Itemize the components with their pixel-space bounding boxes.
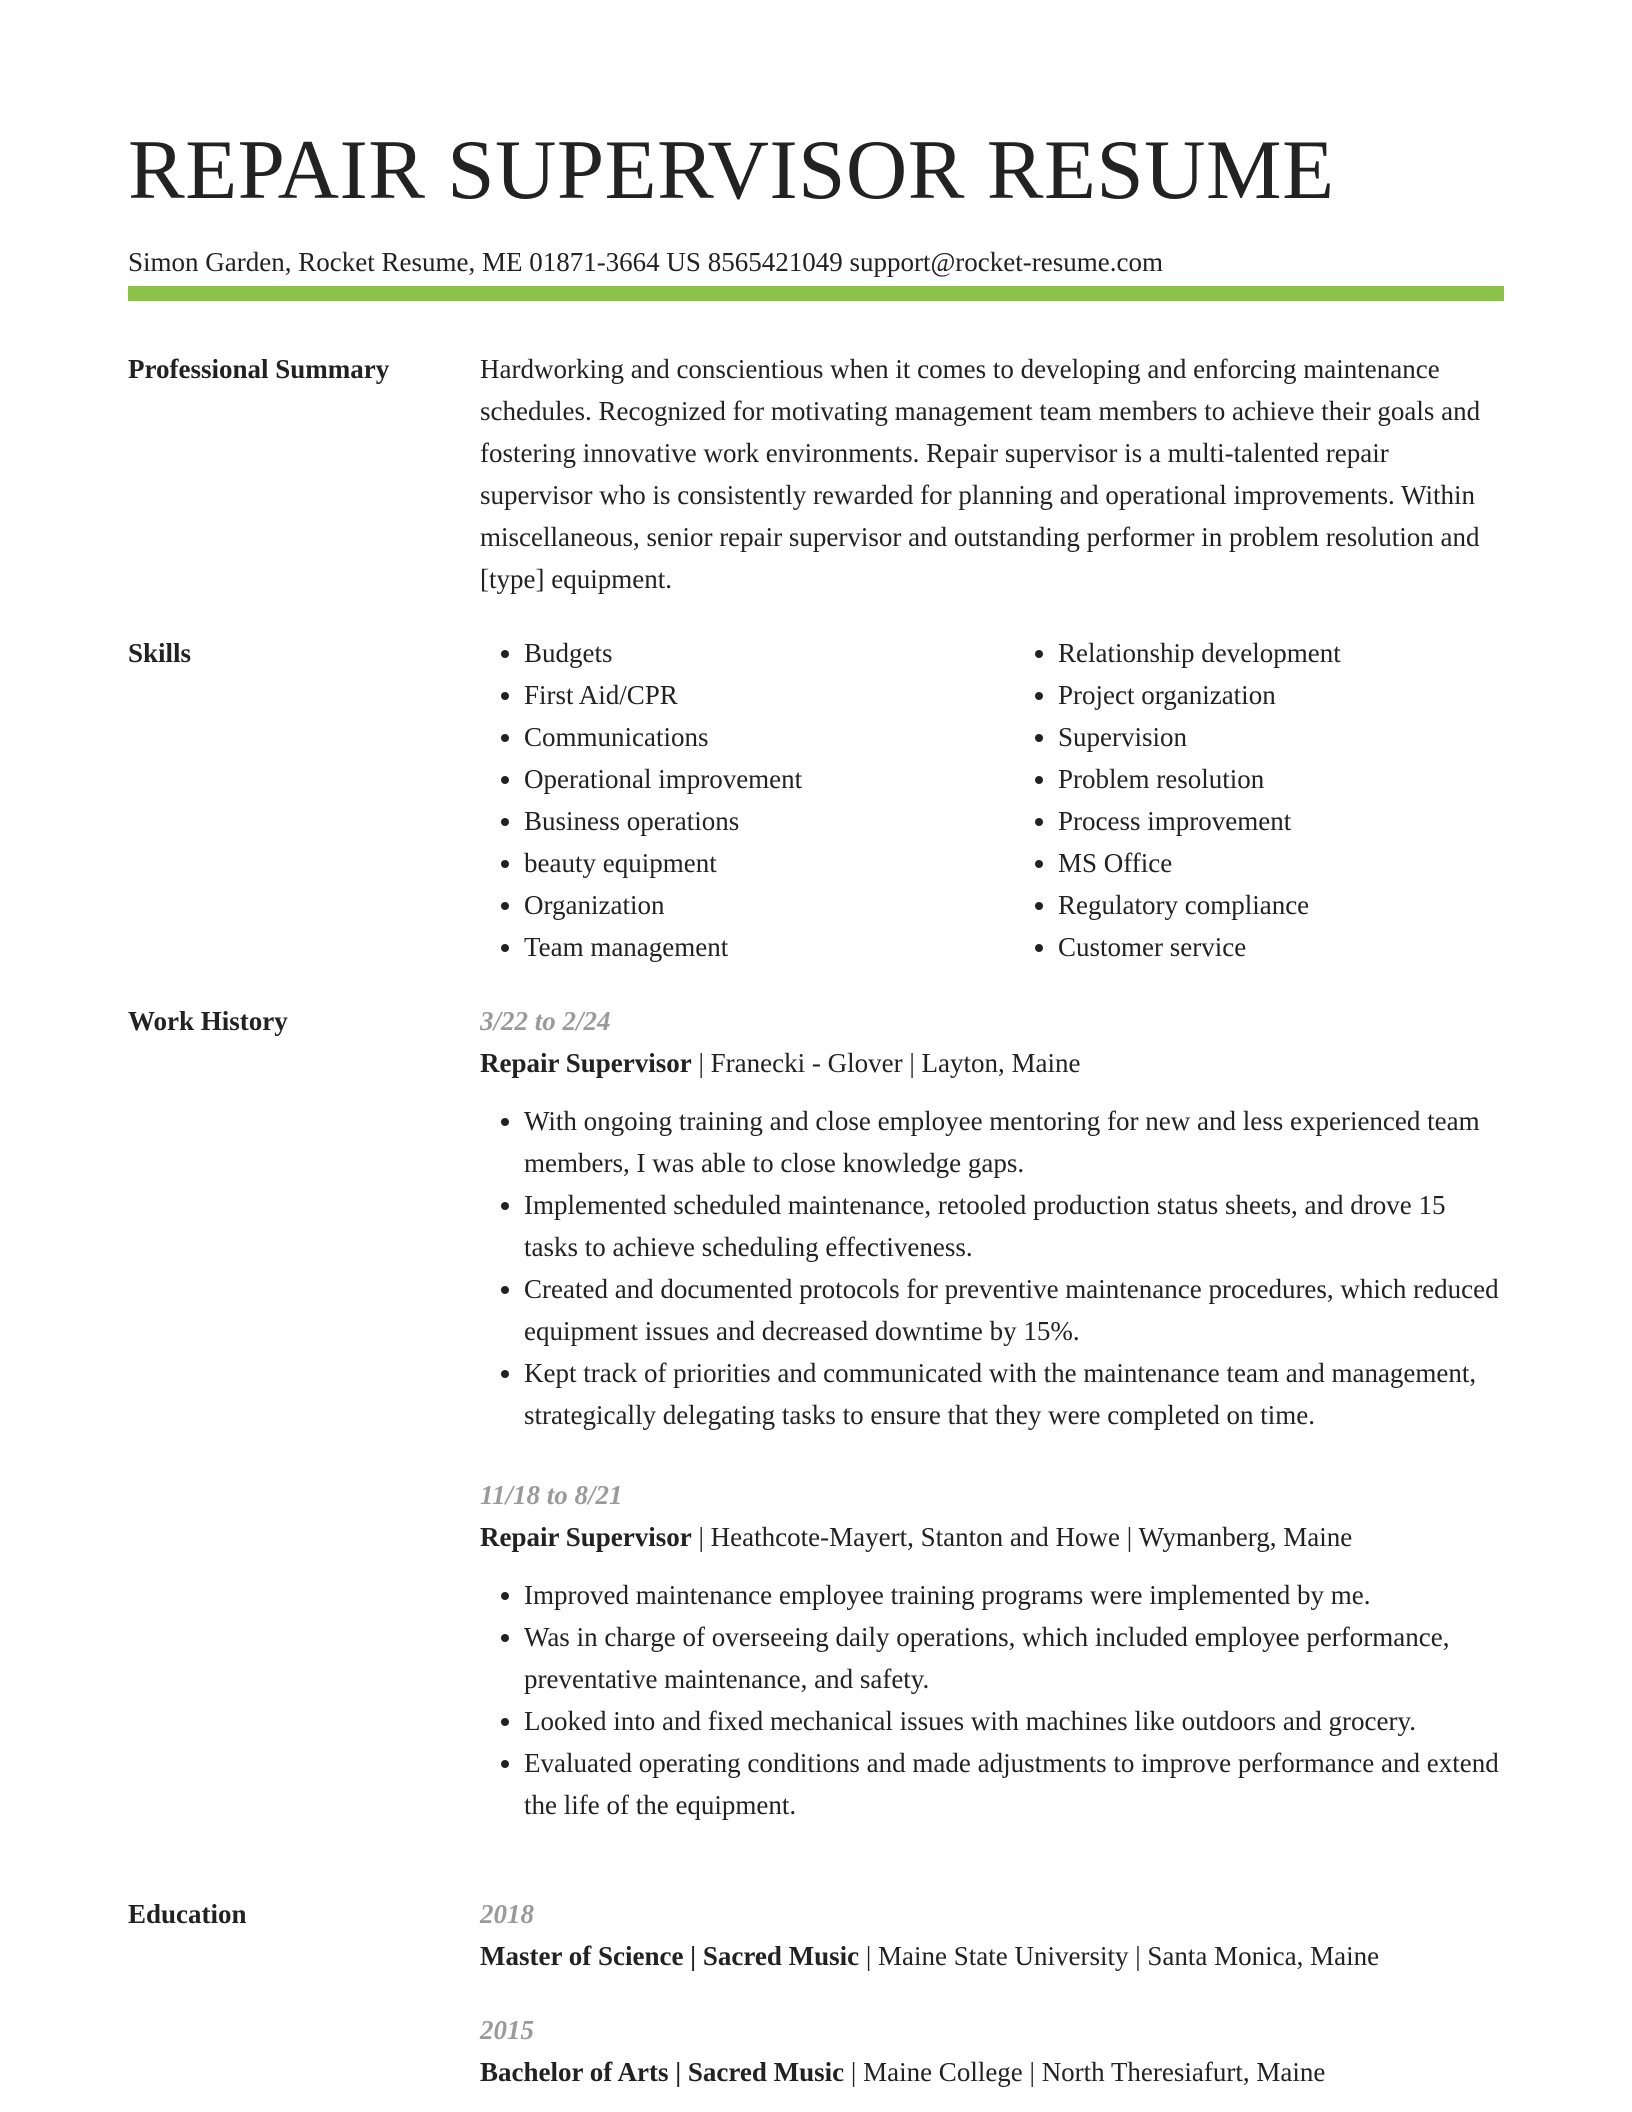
job-bullet: • Kept track of priorities and communicated with the maintenance team and management, strategically delegating tasks to ensure that they were completed on time. (524, 1352, 1504, 1436)
skill-item: • Problem resolution (1058, 758, 1504, 800)
work-history-content (480, 1000, 1504, 1826)
job-title: Repair Supervisor (480, 1522, 692, 1552)
education-line (480, 1935, 1504, 1977)
skill-item: • Budgets (524, 632, 970, 674)
section-label-skills: Skills (128, 638, 192, 668)
skill-item: • Customer service (1058, 926, 1504, 968)
job-bullet: • Created and documented protocols for preventive maintenance procedures, which reduced equipment issues and decreased downtime by 15%. (524, 1268, 1504, 1352)
job-bullet: • With ongoing training and close employee mentoring for new and less experienced team members, I was able to close knowledge gaps. (524, 1100, 1504, 1184)
skill-item: • First Aid/CPR (524, 674, 970, 716)
skills-list-left (480, 632, 970, 968)
section-label-education: Education (128, 1899, 247, 1929)
resume-title: REPAIR SUPERVISOR RESUME (128, 123, 1335, 217)
education-line (480, 2051, 1504, 2093)
education-year: 2015 (480, 2015, 534, 2045)
job-entry (480, 1000, 1504, 1436)
education-entry (480, 1893, 1504, 1977)
skill-item: • MS Office (1058, 842, 1504, 884)
education-year: 2018 (480, 1899, 534, 1929)
education-entry (480, 2009, 1504, 2093)
education-details: | Maine College | North Theresiafurt, Maine (844, 2057, 1326, 2087)
job-bullets (480, 1100, 1504, 1436)
job-role-line (480, 1516, 1504, 1558)
resume-header (128, 118, 1504, 279)
skills-columns (480, 632, 1504, 968)
job-bullet: • Implemented scheduled maintenance, retooled production status sheets, and drove 15 tasks to achieve scheduling effectiveness. (524, 1184, 1504, 1268)
education-degree: Bachelor of Arts | Sacred Music (480, 2057, 845, 2087)
job-details: | Heathcote-Mayert, Stanton and Howe | Wymanberg, Maine (691, 1522, 1353, 1552)
skill-item: • Business operations (524, 800, 970, 842)
job-bullets (480, 1574, 1504, 1826)
skill-item: • Organization (524, 884, 970, 926)
education-details: | Maine State University | Santa Monica, Maine (859, 1941, 1380, 1971)
contact-line: Simon Garden, Rocket Resume, ME 01871-3664 US 8565421049 support@rocket-resume.com (128, 247, 1163, 277)
job-dates: 3/22 to 2/24 (480, 1006, 611, 1036)
skill-item: • Supervision (1058, 716, 1504, 758)
job-title: Repair Supervisor (480, 1048, 692, 1078)
skill-item: • beauty equipment (524, 842, 970, 884)
skill-item: • Project organization (1058, 674, 1504, 716)
summary-content (480, 348, 1504, 600)
education-degree: Master of Science | Sacred Music (480, 1941, 860, 1971)
job-bullet: • Evaluated operating conditions and made adjustments to improve performance and extend the life of the equipment. (524, 1742, 1504, 1826)
job-bullet: • Looked into and fixed mechanical issues with machines like outdoors and grocery. (524, 1700, 1504, 1742)
skill-item: • Regulatory compliance (1058, 884, 1504, 926)
skill-item: • Process improvement (1058, 800, 1504, 842)
section-label-work: Work History (128, 1006, 288, 1036)
accent-divider (128, 286, 1504, 301)
skill-item: • Team management (524, 926, 970, 968)
job-entry (480, 1474, 1504, 1826)
skill-item: • Operational improvement (524, 758, 970, 800)
skill-item: • Relationship development (1058, 632, 1504, 674)
job-dates: 11/18 to 8/21 (480, 1480, 623, 1510)
job-bullet: • Improved maintenance employee training programs were implemented by me. (524, 1574, 1504, 1616)
job-details: | Franecki - Glover | Layton, Maine (691, 1048, 1081, 1078)
skill-item: • Communications (524, 716, 970, 758)
skills-list-right (1014, 632, 1504, 968)
summary-text: Hardworking and conscientious when it comes to developing and enforcing maintenance schedules. Recognized for motivating management team members to achieve their goals and fostering innovative work environments. Repair supervisor is a multi-talented repair supervisor who is consistently rewarded for planning and operational improvements. Within miscellaneous, senior repair supervisor and outstanding performer in problem resolution and [type] equipment. (480, 354, 1481, 594)
education-content (480, 1893, 1504, 2093)
job-bullet: • Was in charge of overseeing daily operations, which included employee performance, preventative maintenance, and safety. (524, 1616, 1504, 1700)
job-role-line (480, 1042, 1504, 1084)
section-label-summary: Professional Summary (128, 354, 390, 384)
